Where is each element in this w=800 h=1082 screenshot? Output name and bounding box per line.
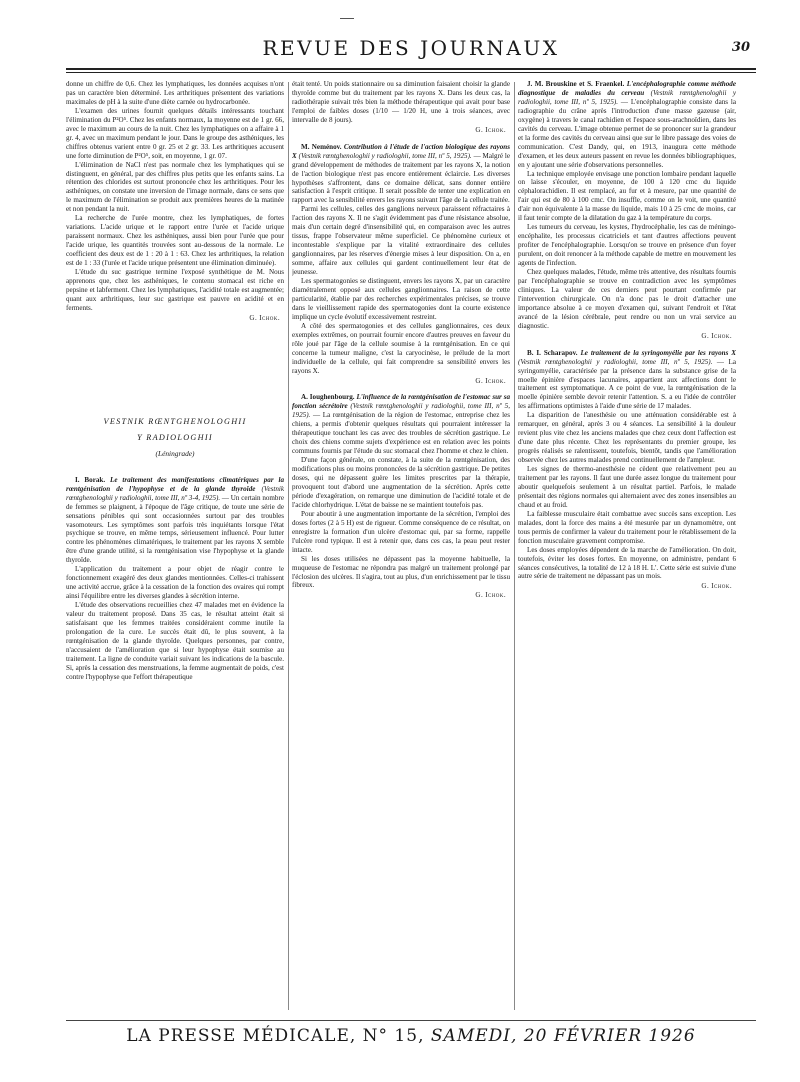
paragraph: D'une façon générale, on constate, à la suite de la rœntgénisation, des modifications plus ou moins prononcées de la sécrétion gastrique. De petites doses, qui ne dépassent guère les limites prescrites par la thérapie, provoquent tout d'abord une augmentation de la sécrétion. Après cette période d'exagération, on remarque une diminution de l'acidité totale et de l'acide chlorhydrique. L'état de baisse ne se maintient toutefois pas.	[292, 456, 510, 509]
column-middle	[292, 80, 510, 1010]
paragraph: L'élimination de NaCl n'est pas normale chez les lymphatiques qui se distinguent, en général, par des chiffres plus petits que les enfants sains. La rétention des chlorides est surtout prononcée chez les arthritiques. Pour les asthéniques, on constate une inversion de l'image normale, dans ce sens que le maximum de l'élimination se produit aux premières heures de la matinée et non pendant la nuit.	[66, 160, 284, 214]
article-author: M. Neménov.	[301, 142, 342, 151]
header-rule-thin	[66, 72, 756, 73]
paragraph: L'examen des urines fournit quelques détails intéressants touchant l'élimination du P²O⁵. Chez les enfants normaux, la moyenne est de 1 gr. 66, avec le maximum au cours de la nuit. Chez les lymphatiques on a affaire à 1 gr. 4, avec un maximum pendant le jour. Dans le groupe des asthéniques, les chiffres obtenus varient entre 0 gr. 25 et 2 gr. 33. Les arthritiques accusent une forte diminution de P²O⁵, soit, en moyenne, 1 gr. 07.	[66, 106, 284, 160]
paragraph: L'application du traitement a pour objet de réagir contre le fonctionnement exagéré des deux glandes mentionnées. Celles-ci trahissent une activité accrue, grâce à la cessation de la fonction des ovaires qui rompt ainsi l'équilibre entre les diverses glandes à sécrétion interne.	[66, 565, 284, 601]
column-right	[518, 80, 736, 1010]
column-divider	[288, 82, 289, 1010]
article-text: — Un certain nombre de femmes se plaignent, à l'époque de l'âge critique, de toute une série de sensations pénibles qui sont occasionnées surtout par des troubles vasomoteurs. Les symptômes sont parfois très inquiétants lorsque l'état psychique se trouve, en même temps, sérieusement influencé. Pour lutter contre les phénomènes climatériques, le traitement par les rayons X semble être d'une grande utilité, si la rœntgénisation vise l'hypophyse et la glande thyroïde.	[66, 493, 284, 565]
article-title: Le traitement des manifestations climatériques par la rœntgénisation de l'hypophyse et de la glande thyroïde	[66, 475, 284, 493]
paragraph: L'étude du suc gastrique termine l'exposé synthétique de M. Nous apprenons que, chez les asthéniques, le contenu stomacal est riche en pepsine et labferment. Chez les lymphatiques, l'acidité totale est augmentée; quant aux arthritiques, leur suc gastrique est pauvre en acidité et en ferments.	[66, 268, 284, 312]
page-number: 30	[731, 40, 750, 55]
paragraph: Pour aboutir à une augmentation importante de la sécrétion, l'emploi des doses fortes (2 à 5 H) est de rigueur. Comme conséquence de ce résultat, on enregistre la formation d'un ulcère d'estomac qui, par sa forme, rappelle l'ulcère rond typique. Il est à retenir que, dans ces cas, la peau peut rester intacte.	[292, 509, 510, 554]
article-text: — Malgré le grand développement de méthodes de traitement par les rayons X, la notion de l'action biologique n'est pas encore entièrement éclaircie. Les diverses hypothèses s'affrontent, dans ce domaine délicat, sans donner entière satisfaction à l'esprit critique. Il serait possible de tenter une explication en rapport avec la sensibilité envers les rayons suivant l'âge de la cellule traitée.	[292, 151, 510, 205]
author-signature: G. Ichok.	[701, 331, 732, 340]
author-signature: G. Ichok.	[249, 313, 280, 322]
footer-rule	[66, 1020, 756, 1021]
article-abstract	[518, 80, 736, 170]
article-author: A. Ioughenbourg.	[301, 393, 355, 402]
header-rule-thick	[66, 68, 756, 70]
paragraph: La faiblesse musculaire était combattue avec succès sans exception. Les malades, dont la force des mains a été mesurée par un dynamomètre, ont tous permis de confirmer la valeur du traitement pour le rétablissement de la fonction musculaire gravement compromise.	[518, 509, 736, 545]
footer-journal-name: LA PRESSE MÉDICALE, N° 15,	[126, 1026, 425, 1046]
paragraph: Les doses employées dépendent de la marche de l'amélioration. On doit, toutefois, éviter les doses fortes. En moyenne, on administre, pendant 6 séances consécutives, la totalité de 12 à 18 H. L'. Cette série est suivie d'une autre série de traitement ne dépassant pas un mois.	[518, 545, 736, 581]
article-abstract	[292, 143, 510, 206]
paragraph: donne un chiffre de 0,6. Chez les lymphatiques, les données acquises n'ont pas un caractère bien déterminé. Les arthritiques présentent des variations maximales de pH à la suite d'une diète carnée ou hydrocarbonée.	[66, 80, 284, 106]
article-text: — La syringomyélie, caractérisée par la présence dans la substance grise de la moelle épinière d'espaces lacunaires, appartient aux affections dont le traitement est symptomatique. A ce point de vue, la rœntgénisation de la moelle épinière semble devoir retenir l'attention. S. a eu l'idée de contrôler les affirmations optimistes à l'aide d'une série de 17 malades.	[518, 357, 736, 411]
paragraph: A côté des spermatogonies et des cellules ganglionnaires, ces deux exemples extrêmes, on pourrait fournir encore d'autres preuves en faveur du rôle joué par l'âge de la cellule soumise à la rœntgénisation. En ce qui concerne la tumeur maligne, c'est la caryocinèse, le prélude de la mort individuelle de la cellule, qui fait comprendre sa sensibilité envers les rayons X.	[292, 321, 510, 375]
journal-reference: (Vestnik rœntghenologhii y radiologhii, tome III, nº 5, 1925).	[298, 151, 472, 160]
top-rule-mark	[340, 18, 354, 19]
article-abstract	[292, 393, 510, 456]
paragraph: Les tumeurs du cerveau, les kystes, l'hydrocéphalie, les cas de méningo-encéphalite, les processus cicatriciels et tant d'autres affections peuvent profiter de l'encéphalographie. Lorsqu'on se trouve en présence d'un foyer purulent, on doit renoncer à la méthode capable de mettre en mouvement les agents de l'infection.	[518, 223, 736, 268]
paragraph: Chez quelques malades, l'étude, même très attentive, des résultats fournis par l'encéphalographie se trouve en contradiction avec les symptômes cliniques. La valeur de ces derniers peut pourtant confirmée par l'intervention chirurgicale. On n'a donc pas le droit d'attacher une importance absolue à ce moyen d'examen qui, suivant l'endroit et l'état avancé de la lésion cérébrale, peut rendre ou non un vrai service au diagnostic.	[518, 268, 736, 330]
article-title: L'influence de la rœntgénisation de l'estomac sur sa fonction sécrétoire	[292, 393, 510, 411]
journal-header-title: REVUE DES JOURNAUX	[262, 36, 560, 60]
running-header	[66, 30, 756, 66]
article-title: Contribution à l'étude de l'action biologique des rayons X	[292, 142, 510, 160]
article-author: B. I. Scharapov.	[527, 348, 578, 357]
paragraph: Parmi les cellules, celles des ganglions nerveux paraissent réfractaires à l'action des rayons X. Il ne s'agit évidemment pas d'une résistance absolue, mais d'un certain degré d'insensibilité qui, en comparaison avec les autres tissus, frappe l'observateur même superficiel. Ce phénomène curieux et incontestable s'explique par la vitalité extraordinaire des cellules ganglionnaires, par les réserves d'énergie mises à leur disposition. On a, en somme, affaire aux cellules qui gardent continuellement leur état de jeunesse.	[292, 205, 510, 277]
author-signature: G. Ichok.	[701, 582, 732, 591]
article-title: Le traitement de la syringomyélie par les rayons X	[580, 348, 736, 357]
journal-reference: (Vestnik rœntghenologhii y radiologhii, tome III, nº 3-4, 1925).	[66, 484, 284, 502]
article-author: I. Borak.	[75, 475, 106, 484]
paragraph: Si les doses utilisées ne dépassent pas la moyenne habituelle, la muqueuse de l'estomac ne répondra pas malgré un traitement prolongé par l'éclosion des ulcères. Il s'agira, tout au plus, d'un enrichissement par le tissu fibreux.	[292, 554, 510, 590]
author-signature: G. Ichok.	[475, 591, 506, 600]
paragraph: L'étude des observations recueillies chez 47 malades met en évidence la valeur du traitement proposé. Dans 35 cas, le résultat atteint était si satisfaisant que les femmes traitées considéraient comme inutile la prolongation de la cure. Le succès était dû, le plus souvent, à la rœntgénisation de la glande thyroïde. Quelques personnes, par contre, n'accusaient de l'amélioration que si leur hypophyse était soumise au traitement. La ligne de conduite variait suivant les indications de la bascule. Si, après la cessation des menstruations, la femme augmentait de poids, c'est contre l'hypophyse que l'effort thérapeutique	[66, 601, 284, 681]
article-text: — La rœntgénisation de la région de l'estomac, entreprise chez les chiens, a permis d'obtenir quelques résultats qui pourraient intéresser la thérapeutique touchant les cas avec des troubles de sécrétion gastrique. Le choix des chiens comme sujets d'expérience est en relation avec les points communs fournis par l'étude du suc stomacal chez l'homme et chez le chien.	[292, 411, 510, 456]
journal-reference: (Vestnik rœntghenologhii y radiologhii, tome III, nº 5, 1925).	[292, 402, 510, 420]
article-title: L'encéphalographie comme méthode diagnostique de maladies du cerveau	[518, 80, 736, 97]
article-abstract	[66, 476, 284, 566]
paragraph: Les signes de thermo-anesthésie ne cèdent que relativement peu au traitement par les rayons. Il faut une durée assez longue du traitement pour aboutir quelquefois seulement à un résultat partiel. Parfois, le malade présentait des régions normales qui alternaient avec des zones insensibles au chaud et au froid.	[518, 465, 736, 509]
column-left	[66, 80, 284, 1010]
paragraph: Les spermatogonies se distinguent, envers les rayons X, par un caractère diamétralement opposé aux cellules ganglionnaires. La raison de cette particularité, établie par des recherches expérimentales précises, se trouve dans le vieillissement rapide des spermatogonies dont la courte existence implique un cycle évolutif excessivement restreint.	[292, 277, 510, 321]
article-abstract	[518, 349, 736, 412]
column-divider	[514, 82, 515, 1010]
paragraph: était tenté. Un poids stationnaire ou sa diminution faisaient choisir la glande thyroïde comme but du traitement par les rayons X. Dans les deux cas, la radiothérapie suivait très bien la méthode thérapeutique qui avait pour base l'emploi de faibles doses (1/10 — 1/20 H, une à trois séances, avec intervalle de 8 jours).	[292, 80, 510, 124]
article-author: J. M. Brouskine et S. Fraenkel.	[527, 80, 625, 88]
author-signature: G. Ichok.	[475, 125, 506, 134]
journal-section-heading	[66, 415, 284, 460]
section-city: (Léningrade)	[155, 448, 195, 458]
paragraph: La technique employée envisage une ponction lombaire pendant laquelle on laisse s'écouler, en moyenne, de 100 à 120 cmc du liquide céphalorachidien. Il est remplacé, au fur et à mesure, par une quantité de l'air qui est de 80 à 100 cmc. On insuffle, comme on le voit, une quantité d'air non équivalente à la masse du liquide, mais 10 à 25 cmc de moins, car il faut tenir compte de la dilatation du gaz à la température du corps.	[518, 169, 736, 223]
footer-date: SAMEDI, 20 FÉVRIER 1926	[430, 1026, 696, 1046]
section-title: VESTNIK RŒNTGHENOLOGHII	[103, 416, 247, 426]
paragraph: La recherche de l'urée montre, chez les lymphatiques, de fortes variations. L'acide urique et le rapport entre l'urée et l'acide urique paraissent normaux. Chez les asthéniques, aussi bien pour l'urée que pour l'acide urique, les quantités trouvées sont au-dessous de la normale. Le coefficient des deux est de 1 : 20 à 1 : 63. Chez les arthritiques, la relation est de 1 : 33 (l'urée et l'acide urique présentent une élimination diminuée).	[66, 214, 284, 268]
paragraph: La disparition de l'anesthésie ou une atténuation considérable est à remarquer, en général, après 3 ou 4 séances. La sensibilité à la douleur revient plus vite chez les anciens malades que chez ceux dont l'affection est d'une date plus récente. Chez les représentants du premier groupe, les progrès réalisés se ralentissent, toutefois, bientôt, tandis que l'amélioration observée chez les autres malades prend continuellement de l'ampleur.	[518, 411, 736, 465]
author-signature: G. Ichok.	[475, 376, 506, 385]
running-footer	[66, 1026, 756, 1046]
journal-reference: (Vestnik rœntghenologhii y radiologhii, tome III, nº 5, 1925).	[518, 88, 736, 106]
journal-reference: (Vestnik rœntghenologhii y radiologhii, tome III, nº 5, 1925).	[518, 357, 713, 366]
section-subtitle: Y RADIOLOGHII	[137, 432, 213, 442]
article-text: — L'encéphalographie consiste dans la radiographie du crâne après l'introduction d'une masse gazeuse (air, oxygène) à travers le canal rachidien et l'espace sous-arachnoïdien, dans les cavités du cerveau. L'image obtenue permet de se prononcer sur la grandeur et la forme des cavités du cerveau ainsi que sur le libre passage des voies de communication. C'est Dandy, qui, en 1913, inaugura cette méthode d'examen, et les deux auteurs passent en revue les données bibliographiques, en y ajoutant une série d'observations personnelles.	[518, 97, 736, 169]
